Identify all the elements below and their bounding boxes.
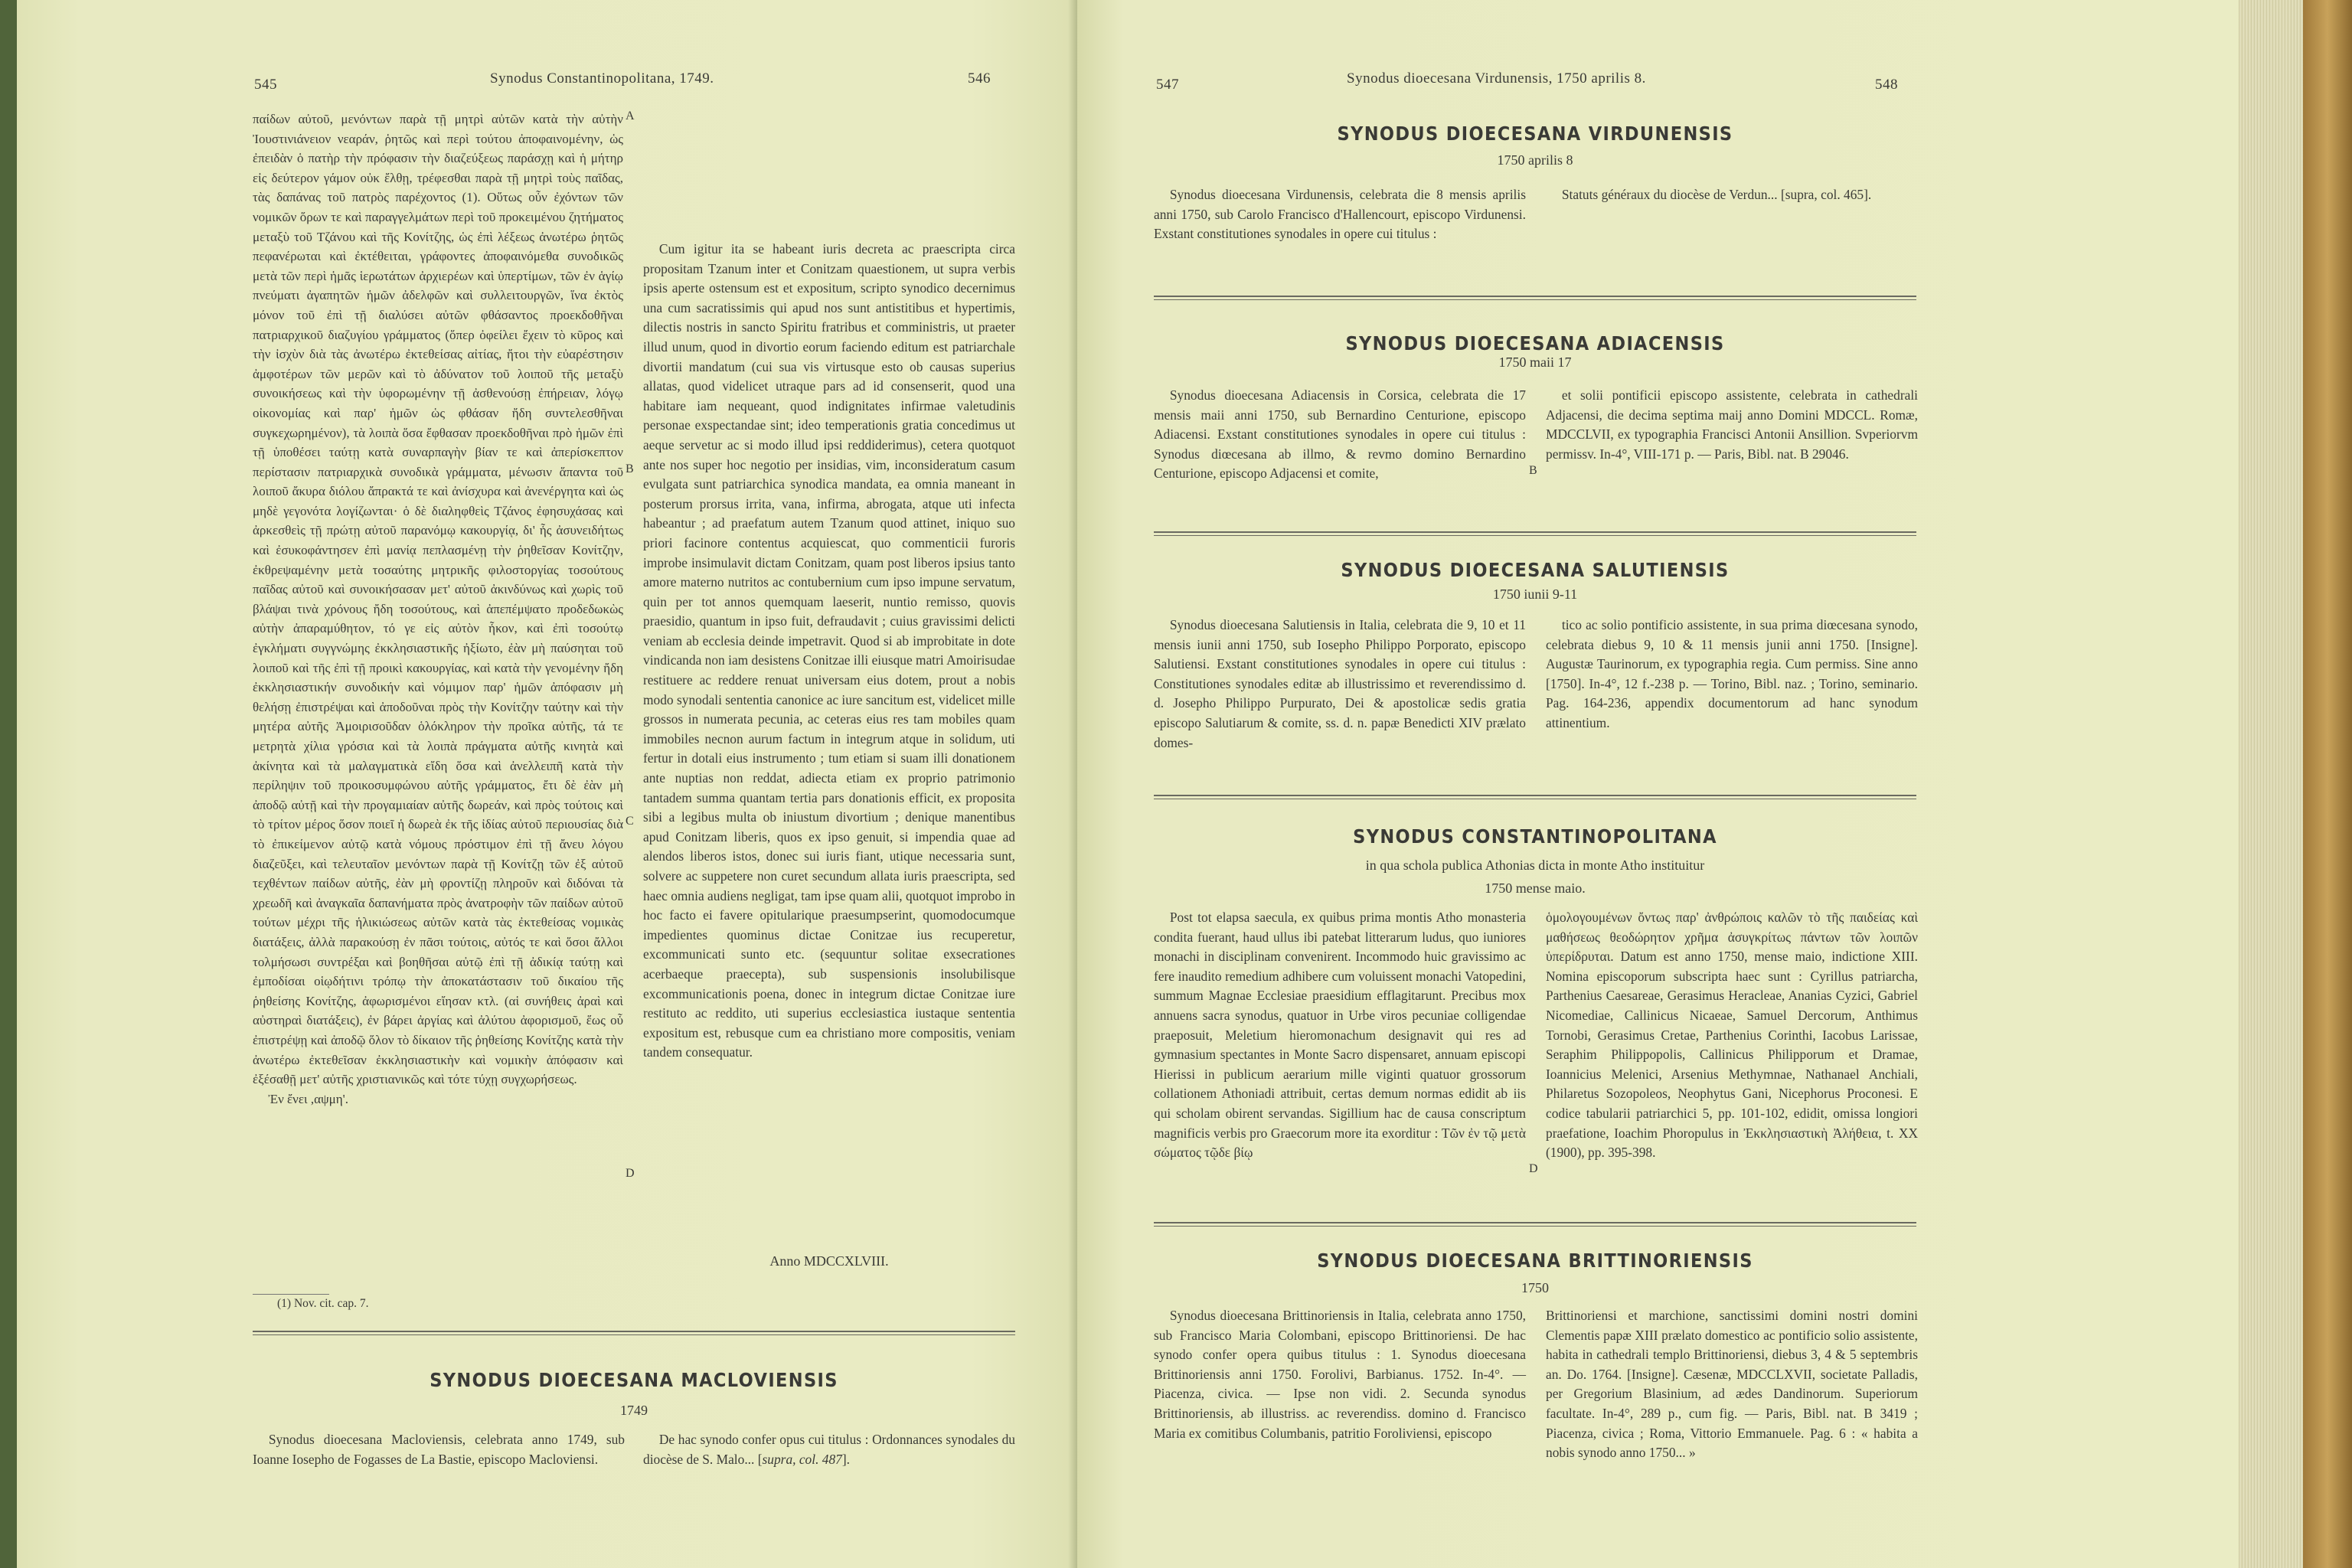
salutiensis-col2 — [1546, 616, 1918, 733]
macloviensis-ref: supra, col. 487 — [762, 1451, 842, 1467]
section-title-brittinoriensis: SYNODUS DIOECESANA BRITTINORIENSIS — [1317, 1250, 1753, 1272]
section-date-adiacensis: 1750 maii 17 — [1498, 354, 1572, 370]
salutiensis-text-1: Synodus dioecesana Salutiensis in Italia, celebrata die 9, 10 et 11 mensis iunii anni 1750, sub Iosepho Philippo Porporato, episcopo Salutiensi. Exstant constitutiones synodales in opere cui titulus : Constitutiones synodales editæ ab illustrissimo et reverendissimo d. d. Josepho Philippo Purpurato, Dei & apostolicæ sedis gratia episcopo Salutiarum & comite, ss. d. n. papæ Benedicti XIV prælato domes- — [1154, 617, 1526, 750]
section-date-salutiensis: 1750 iunii 9-11 — [1492, 586, 1578, 602]
greek-text: παίδων αὐτοῦ, μενόντων παρὰ τῇ μητρὶ αὐτῶν κατὰ τὴν αὐτὴν Ἰουστινιάνειον νεαράν, ῥητῶς καὶ περὶ τούτου ἀποφαινομένην, ὡς ἐπειδὰν ὁ πατὴρ τὴν πρόφασιν τὴν διαζεύξεως παράσχῃ καὶ ἡ μήτηρ εἰς δεύτερον γάμον οὐκ ἔλθῃ, τρέφεσθαι παρὰ τῇ μητρὶ τοὺς παῖδας, τὰς δαπάνας τοῦ πατρὸς παρέχοντος (1). Οὕτως οὖν ἐχόντων τῶν νομικῶν ὅρων τε καὶ παραγγελμάτων περὶ τοῦ προκειμένου ζητήματος μεταξὺ τοῦ Τζάνου καὶ τῆς Κονίτζης, ὡς ἐπὶ λέξεως ἀνωτέρω ῥητῶς πεφανέρωται καὶ ἐκτέθειται, γράφοντες ἀποφαινόμεθα συνοδικῶς μετὰ τῶν περὶ ἡμᾶς ἱερωτάτων ἀρχιερέων καὶ ὑπερτίμων, τῶν ἐν ἁγίῳ πνεύματι ἀγαπητῶν ἡμῶν ἀδελφῶν καὶ συλλειτουργῶν, ἵνα ἐκτὸς μόνον τοῦ ἐπὶ τῇ διαλύσει αὐτῶν φθάσαντος προεκδοθῆναι πατριαρχικοῦ διαζυγίου γράμματος (ὅπερ ὀφείλει ἔχειν τὸ κῦρος καὶ τὴν ἰσχὺν διὰ τὰς ἀνωτέρω ἐκτεθείσας αἰτίας, ἤτοι τὴν εὐαρέστησιν ἀμφοτέρων τῶν μερῶν καὶ τὸ ἀδύνατον τοῦ λοιποῦ τῆς μεταξὺ συνοικήσεως καὶ τὴν ὑφορωμένην τῇ ἀσθενούσῃ ἐπήρειαν, λόγῳ οἰκονομίας καὶ παρ' ἡμῶν ὡς φθάσαν ἤδη συντελεσθῆναι συγκεχωρημένον), τὰ λοιπὰ ὅσα ἔφθασαν προεκδοθῆναι πρὸ ἡμῶν ἐπὶ τῇ ὑποθέσει ταύτῃ κατὰ συναρπαγὴν βίαν τε καὶ ἀπερίσκεπτον περίστασιν πατριαρχικὰ συνοδικὰ γράμματα, μένωσιν ἅπαντα τοῦ λοιποῦ ἄκυρα διόλου ἄπρακτά τε καὶ ἀνίσχυρα καὶ ἀνενέργητα καὶ ὡς μηδὲ γεγονότα λογίζωνται· ὁ δὲ διαληφθεὶς Τζάνος ἐφησυχάσας καὶ ἀρκεσθεὶς τῇ πρώτῃ αὐτοῦ παρανόμῳ κακουργίᾳ, δι' ἧς ἀσυνειδήτως καὶ ἐσυκοφάντησεν ἐπὶ μανίᾳ πεπλασμένῃ τὴν ῥηθεῖσαν Κονίτζην, ἐκθρεψαμένην μετὰ τοσαύτης μητρικῆς φιλοστοργίας τοσούτους παῖδας αὐτοῦ καὶ συνοικήσασαν μετ' αὐτοῦ ἀκινδύνως καὶ χωρὶς τοῦ βλάψαι τινὰ χρόνους ἤδη τοσούτους, καὶ ἀπεπέμψατο προδεδωκὼς αὐτὴν ἀπαραμύθητον, τό γε εἰς αὐτὸν ἧκον, καὶ ἐπὶ τοσούτῳ ἐγκλήματι συγγνώμης ἐκκλησιαστικῆς ἠξίωτο, ἐὰν μὴ παύσηται τοῦ λοιποῦ καὶ τῆς ἐπὶ τῇ προικὶ κακουργίας, καὶ κατὰ τὴν γενομένην ἤδη ἐκκλησιαστικήν συνοδικήν καὶ νόμιμον παρ' ἡμῶν ἀπόφασιν μὴ θελήσῃ ἐπιστρέψαι καὶ ἀποδοῦναι πρὸς τὴν Κονίτζην ταύτην καὶ τὴν μητέρα αὐτῆς Ἀμοιρισοῦδαν ὁλόκληρον τὴν προῖκα αὐτῆς, τά τε μετρητὰ χίλια γρόσια καὶ τὰ λοιπὰ πράγματα αὐτῆς κινητὰ καὶ ἀκίνητα καὶ τὰ μαλαγματικὰ εἴδη ὅσα καὶ ἀνελλειπῆ κατὰ τὴν περίληψιν τοῦ προικοσυμφώνου αὐτῆς γράμματος, ἔτι δὲ ἐὰν μὴ ἀποδῷ αὐτῇ καὶ τὴν προγαμιαίαν αὐτῆς δωρεάν, καὶ πρὸς τούτοις καὶ τὸ τρίτον μέρος ὅσον ποιεῖ ἡ δωρεὰ ἐκ τῆς ἰδίας αὐτοῦ περιουσίας διὰ τὸ ἐπικείμενον αὐτῷ κατὰ νόμους πρόστιμον ἐπὶ τῇ ἄνευ λόγου διαζεῦξει, καὶ τελευταῖον μενόντων παρὰ τῇ Κονίτζῃ τῶν ἐξ αὐτοῦ τεχθέντων παίδων αὐτῆς, ἐὰν μὴ φροντίζῃ πληροῦν καὶ διδόναι τὰ χρεωδῆ καὶ ἀναγκαῖα δαπανήματα πρὸς ἀνατροφὴν τῶν παίδων αὐτοῦ τούτων μέχρι τῆς ἡλικιώσεως αὐτῶν κατὰ τὰς ἐκτεθείσας νομικὰς διατάξεις, ἀλλὰ παρακούσῃ ἐν πᾶσι τούτοις, αὐτός τε καὶ ὅσοι ἄλλοι τολμήσωσι συντρέξαι καὶ βοηθῆσαι αὐτῷ ἐπὶ τῇ ἀδικίᾳ ταύτῃ καὶ ἐμποδίσαι οἱῳδήτινι τρόπῳ τὴν ἀποκατάστασιν τοῦ δικαίου τῆς ῥηθείσης Κονίτζης, ἀφωρισμένοι εἴησαν κτλ. (αἱ συνήθεις ἀραὶ καὶ αὐστηραὶ διατάξεις), ἐν βάρει ἀργίας καὶ ἀλύτου ἀφορισμοῦ, ἕως οὗ ἐπιστρέψῃ καὶ ἀποδῷ ὅλον τὸ δίκαιον τῆς ῥηθείσης Κονίτζης κατὰ τὴν ἀνωτέρω ἐκτεθεῖσαν ἐκκλησιαστικὴν καὶ νομικὴν ἀπόφασιν καὶ ἐξέσαθῇ μετ' αὐτῆς χριστιανικῶς καὶ τότε τύχῃ συγχωρήσεως. — [253, 112, 623, 1087]
footnote-rule — [253, 1294, 329, 1295]
brittinoriensis-col2 — [1546, 1306, 1918, 1463]
section-title-constantinopolitana: SYNODUS CONSTANTINOPOLITANA — [1353, 825, 1717, 848]
page-number-546: 546 — [968, 70, 991, 87]
page-number-547: 547 — [1156, 77, 1179, 93]
running-head-left: Synodus Constantinopolitana, 1749. — [490, 70, 714, 87]
brittinoriensis-text-1: Synodus dioecesana Brittinoriensis in Italia, celebrata anno 1750, sub Francisco Maria Colombani, episcopo Brittinoriensi. De hac synodo confer opera quibus titulus : 1. Synodus dioecesana Brittinoriensis anni 1750. Forolivi, Barbianus. 1752. In-4°. — Piacenza, civica. — Ipse non vidi. 2. Secunda synodus Brittinoriensis, ab illustriss. ac reverendiss. domino d. Francisco Maria ex comitibus Columbanis, patritio Foroliviensi, episcopo — [1154, 1308, 1526, 1441]
margin-letter-d: D — [626, 1167, 635, 1180]
margin-letter-c: C — [626, 815, 634, 828]
adiacensis-col1 — [1154, 386, 1526, 484]
section-year-macloviensis: 1749 — [620, 1403, 648, 1418]
macloviensis-text-2a: De hac synodo confer opus cui titulus : Ordonnances synodales du diocèse de S. Malo... [ — [643, 1432, 1015, 1467]
margin-letter-b: B — [626, 462, 634, 475]
latin-date: Anno MDCCXLVIII. — [769, 1253, 889, 1269]
adiacensis-col2 — [1546, 386, 1918, 464]
footnote: (1) Nov. cit. cap. 7. — [277, 1297, 369, 1310]
section-title-virdunensis: SYNODUS DIOECESANA VIRDUNENSIS — [1337, 122, 1733, 145]
book-cover-edge — [2303, 0, 2352, 1568]
brittinoriensis-text-2: Brittinoriensi et marchione, sanctissimi domini nostri domini Clementis papæ XIII prælato domestico ac pontificio solio assistente, habita in cathedrali templo Brittinoriensi, diebus 3, 4 & 5 septembris an. Do. 1764. [Insigne]. Cæsenæ, MDCCLXVII, societate Palladis, per Gregorium Blasinium, ad ædes Dandinorum. Superiorum facultate. In-4°, 289 p., cum fig. — Paris, Bibl. nat. B 3419 ; Piacenza, civica ; Roma, Vittorio Emmanuele. Pag. 6 : « habita a nobis synodo anno 1750... » — [1546, 1308, 1918, 1461]
section-subtitle-constantinopolitana: in qua schola publica Athonias dicta in monte Atho instituitur — [1365, 858, 1705, 873]
brittinoriensis-col1 — [1154, 1306, 1526, 1443]
virdunensis-text-1: Synodus dioecesana Virdunensis, celebrata die 8 mensis aprilis anni 1750, sub Carolo Francisco d'Hallencourt, episcopo Virdunensi. Exstant constitutiones synodales in opere cui titulus : — [1154, 187, 1526, 242]
virdunensis-text-2: Statuts généraux du diocèse de Verdun... [supra, col. 465]. — [1561, 187, 1872, 202]
section-title-macloviensis: SYNODUS DIOECESANA MACLOVIENSIS — [430, 1369, 838, 1391]
section-rule-brittinoriensis — [1154, 1222, 1916, 1227]
adiacensis-text-2: et solii pontificii episcopo assistente, celebrata in cathedrali Adjacensi, die decima septima maij anno Domini MDCCL. Romæ, MDCCLVII, ex typographia Francisci Antonii Ansillion. Svperiorvm permissv. In-4°, VIII-171 p. — Paris, Bibl. nat. B 29046. — [1546, 387, 1918, 462]
right-page — [1077, 0, 2239, 1568]
constantinopolitana-col1 — [1154, 908, 1526, 1163]
section-rule-macloviensis — [253, 1331, 1015, 1335]
section-date-brittinoriensis: 1750 — [1521, 1280, 1549, 1295]
margin-letter-d-right: D — [1529, 1162, 1538, 1175]
latin-column — [643, 240, 1015, 1266]
constantinopolitana-text-2: ὁμολογουμένων ὄντως παρ' ἀνθρώποις καλῶν τὸ τῆς παιδείας καὶ μαθήσεως θεοδώρητον χρῆμα ἀσυγκρίτως πάντων τῶν λοιπῶν ὑπερίδρυται. Datum est anno 1750, mense maio, indictione XIII. Nomina episcoporum subscripta haec sunt : Cyrillus patriarcha, Parthenius Caesareae, Gerasimus Heracleae, Ananias Cyzici, Gabriel Nicomediae, Callinicus Nicaeae, Samuel Dercorum, Anthimus Tornobi, Gerasimus Cretae, Parthenius Corinthi, Iacobus Larissae, Seraphim Philippopolis, Callinicus Philipporum et Dramae, Ioannicius Melenici, Arsenius Methymnae, Nathanael Anchiali, Philaretus Sozopoleos, Neophytus Gani, Nicephorus Proconesi. E codice tabularii patriarchici 5, pp. 101-102, edidit, omissa longiori praefatione, Ioachim Phoropulus in Ἐκκλησιαστικὴ Ἀλήθεια, t. XX (1900), pp. 395-398. — [1546, 910, 1918, 1161]
virdunensis-col2 — [1546, 185, 1918, 205]
salutiensis-text-2: tico ac solio pontificio assistente, in sua prima diœcesana synodo, celebrata diebus 9, 10 & 11 mensis junii anni 1750. [Insigne]. Augustæ Taurinorum, ex typographia regia. Cum permiss. Sine anno [1750]. In-4°, 12 f.-238 p. — Torino, Bibl. naz. ; Torino, seminario. Pag. 164-236, appendix documentorum ad hanc synodum attinentium. — [1546, 617, 1918, 730]
page-number-545: 545 — [254, 77, 277, 93]
virdunensis-col1 — [1154, 185, 1526, 244]
running-head-right: Synodus dioecesana Virdunensis, 1750 aprilis 8. — [1347, 70, 1646, 87]
section-date-constantinopolitana: 1750 mense maio. — [1485, 880, 1586, 896]
margin-letter-b-right: B — [1529, 464, 1537, 477]
section-rule-salutiensis — [1154, 531, 1916, 536]
section-rule-adiacensis — [1154, 296, 1916, 300]
left-page — [17, 0, 1077, 1568]
page-number-548: 548 — [1875, 77, 1898, 93]
section-title-salutiensis: SYNODUS DIOECESANA SALUTIENSIS — [1341, 559, 1730, 581]
adiacensis-text-1: Synodus dioecesana Adiacensis in Corsica, celebrata die 17 mensis maii anni 1750, sub Bernardino Centurione, episcopo Adiacensi. Exstant constitutiones synodales in opere cui titulus : Synodus diœcesana ab illmo, & revmo domino Bernardino Centurione, episcopo Adjacensi et comite, — [1154, 387, 1526, 482]
section-rule-constantinopolitana — [1154, 795, 1916, 799]
macloviensis-text-1: Synodus dioecesana Macloviensis, celebrata anno 1749, sub Ioanne Iosepho de Fogasses de La Bastie, episcopo Macloviensi. — [253, 1432, 625, 1467]
macloviensis-col1 — [253, 1430, 625, 1469]
page-edges — [2239, 0, 2303, 1568]
constantinopolitana-col2 — [1546, 908, 1918, 1163]
greek-date: Ἐν ἔνει ,αψμη'. — [268, 1091, 348, 1106]
constantinopolitana-text-1: Post tot elapsa saecula, ex quibus prima montis Atho monasteria condita fuerant, haud ullus ibi patebat litterarum ludus, quo iuniores monachi in disciplinam convenirent. Incommodo huic gravissimo ac fere inaudito remedium adhibere cum voluissent monachi Vatopedini, summum Magnae Ecclesiae praesidium efflagitarunt. Precibus mox annuens sacra synodus, quatuor in Urbe viros pecuniae colligendae praeposuit, Meletium hieromonachum designavit qui res ad gymnasium spectantes in Monte Sacro dispensaret, annuam episcopi Hierissi in publicum aerarium mille viginti quatuor grossorum collationem Athoniadi attribuit, certas demum normas edidit ab iis qui scholam obirent servandas. Sigillium hac de causa conscriptum magnificis verbis pro Graecorum more ita exorditur : Τῶν ἐν τῷ μετὰ σώματος τῷδε βίῳ — [1154, 910, 1526, 1161]
margin-letter-a: A — [626, 109, 635, 122]
salutiensis-col1 — [1154, 616, 1526, 753]
section-date-virdunensis: 1750 aprilis 8 — [1497, 152, 1573, 168]
macloviensis-text-2 — [643, 1430, 1015, 1469]
greek-column — [253, 109, 623, 1292]
macloviensis-text-2b: ]. — [841, 1451, 851, 1467]
macloviensis-col2 — [643, 1430, 1015, 1469]
latin-text: Cum igitur ita se habeant iuris decreta ac praescripta circa propositam Tzanum inter et Conitzam quaestionem, ut supra verbis ipsis aperte ostensum est et expositum, scripto synodico decernimus una cum sacratissimis qui apud nos sunt antistitibus et hypertimis, dilectis nostris in sancto Spiritu fratribus et comministris, ut praeter illud unum, quod in divortio eorum faciendo editum est patriarchale divortii mandatum (cui sua vis virtusque esto ob causas superius allatas, quod videlicet utraque pars ad id consenserit, quod una habitare iam nequeant, quod indignitates infirmae valetudinis personae exspectandae sint; ideo temperationis gratia concedimus ut aeque servetur ac si modo illud ipsi reddiderimus), cetera quotquot ante nos super hoc negotio per insidias, vim, inconsideratum casum evulgata sunt patriarchica synodica mandata, ea omnia maneant in posterum prorsus irrita, vana, infirma, abrogata, atque uti infecta habeantur ; ad praefatum autem Tzanum quod attinet, iniquo suo priori facinore contentus acquiescat, quo commenticii furoris improbe insimulavit dictam Conitzam, quam post liberos ipsius tanto amore materno nutritos ac contubernium cum ipso impune servatum, quin per tot annos quemquam laeserit, nuntio remisso, quovis praesidio, quantum in ipso fuit, defraudavit ; cuius gravissimi delicti veniam ab ecclesia deinde impetravit. Quod si ab improbitate in dote vindicanda non iam desistens Conitzae illi eiusque matri Amoirisudae restituere ac reddere renuat universam eius dotem, prout a nobis modo synodali sententia canonice ac iure sancitum est, videlicet mille grossos in numerata pecunia, ac ceteras eius res tam mobiles quam immobiles necnon aurum factum in integrum atque in solidum, uti fertur in dotali eius instrumento ; tum etiam si suam illi donationem ante nuptias non reddat, adiecta etiam ex proprio patrimonio tantadem summa quantam tertia pars donationis efficit, ex proposita sibi a legibus multa ob iniustum divortium ; denique manentibus apud Conitzam liberis, quos ex ipso genuit, si impendia quae ad alendos liberos istos, donec sui iuris fiant, utique necessaria sunt, solvere ac suppetere non curet secundum allata iuris praescripta, sed haec omnia audiens negligat, tam ipse quam alii, quotquot improbo in hoc facto ei favere opitularique praesumpserint, quomodocumque impedientes quominus dictae Conitzae ius recuperetur, excommunicati sunto etc. (sequuntur solitae exsecrationes acerbaeque praecepta), sub suspensionis insolubilisque excommunicationis poena, donec in integrum dictae Conitzae iure restituto ac reddito, uti superius ecclesiastica iustaque sententia expositum est, rebusque cum ea christiano more compositis, veniam tandem consequatur. — [643, 241, 1015, 1060]
section-title-adiacensis: SYNODUS DIOECESANA ADIACENSIS — [1345, 332, 1725, 354]
